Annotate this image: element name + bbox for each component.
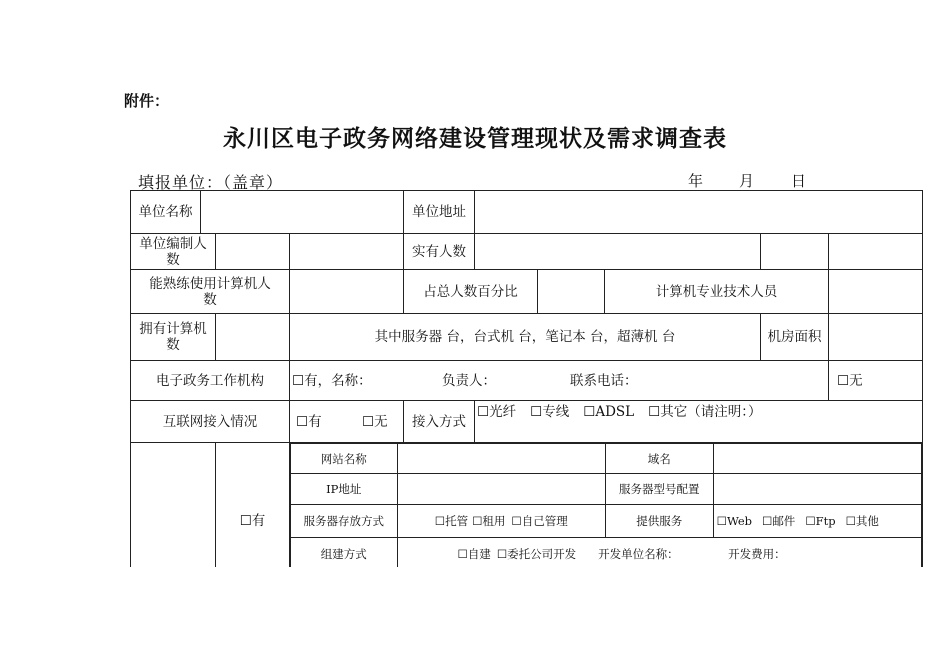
actual-count-field[interactable] bbox=[475, 234, 761, 270]
egov-owner: 负责人： bbox=[442, 372, 496, 389]
checkbox-icon[interactable] bbox=[435, 514, 445, 528]
checkbox-icon[interactable] bbox=[240, 513, 252, 529]
web-option[interactable]: ☐ Web bbox=[717, 514, 752, 528]
filler-unit-label: 填报单位：（盖章） bbox=[138, 173, 284, 192]
website-row-2 bbox=[291, 474, 922, 505]
egov-phone: 联系电话： bbox=[570, 372, 638, 389]
egov-org-label: 电子政务工作机构 bbox=[131, 361, 290, 401]
actual-count-extra2[interactable] bbox=[829, 234, 923, 270]
ip-address-field[interactable] bbox=[397, 474, 605, 505]
website-left-cell bbox=[131, 443, 216, 570]
services-options bbox=[713, 505, 921, 538]
website-row-4 bbox=[291, 538, 922, 570]
percent-total-field[interactable] bbox=[538, 270, 605, 314]
survey-table bbox=[130, 190, 923, 570]
self-manage-option[interactable]: ☐ 自己管理 bbox=[511, 514, 567, 528]
attachment-label: 附件： bbox=[124, 92, 170, 110]
checkbox-icon[interactable] bbox=[362, 414, 374, 430]
unit-name-label: 单位名称 bbox=[131, 191, 201, 234]
access-mode-options bbox=[475, 401, 923, 443]
website-details bbox=[290, 443, 922, 570]
ip-address-label: IP地址 bbox=[291, 474, 398, 505]
checkbox-icon[interactable] bbox=[648, 404, 660, 420]
hosting-option[interactable]: ☐ 托管 bbox=[435, 514, 468, 528]
checkbox-icon[interactable] bbox=[511, 514, 521, 528]
server-model-label: 服务器型号配置 bbox=[605, 474, 713, 505]
egov-no-option[interactable]: ☐ 无 bbox=[829, 361, 923, 401]
site-name-label: 网站名称 bbox=[291, 444, 398, 474]
row-staff bbox=[131, 234, 923, 270]
staff-quota-label: 单位编制人数 bbox=[131, 234, 216, 270]
row-website bbox=[131, 443, 923, 570]
page-bottom-margin bbox=[0, 567, 950, 672]
self-build-option[interactable]: ☐ 自建 bbox=[458, 547, 491, 561]
date-year: 年 bbox=[688, 172, 704, 190]
it-staff-field[interactable] bbox=[829, 270, 923, 314]
dev-unit-label: 开发单位名称： bbox=[598, 546, 679, 561]
egov-org-details bbox=[290, 361, 829, 401]
checkbox-icon[interactable] bbox=[497, 547, 507, 561]
checkbox-icon[interactable] bbox=[717, 514, 727, 528]
egov-yes-option[interactable]: ☐ 有，名称： bbox=[292, 373, 442, 389]
unit-name-field[interactable] bbox=[201, 191, 404, 234]
mail-option[interactable]: ☐ 邮件 bbox=[762, 514, 795, 528]
services-label: 提供服务 bbox=[605, 505, 713, 538]
server-model-field[interactable] bbox=[713, 474, 921, 505]
row-computers bbox=[131, 314, 923, 361]
build-mode-options bbox=[397, 538, 922, 570]
site-name-field[interactable] bbox=[397, 444, 605, 474]
website-row-1 bbox=[291, 444, 922, 474]
checkbox-icon[interactable] bbox=[805, 514, 815, 528]
unit-address-label: 单位地址 bbox=[404, 191, 475, 234]
website-row-3 bbox=[291, 505, 922, 538]
room-area-field[interactable] bbox=[829, 314, 923, 361]
server-location-options bbox=[397, 505, 605, 538]
checkbox-icon[interactable] bbox=[472, 514, 482, 528]
checkbox-icon[interactable] bbox=[477, 404, 489, 420]
rent-option[interactable]: ☐ 租用 bbox=[472, 514, 505, 528]
staff-quota-extra[interactable] bbox=[290, 234, 404, 270]
actual-count-extra[interactable] bbox=[761, 234, 829, 270]
other-service-option[interactable]: ☐ 其他 bbox=[846, 514, 879, 528]
row-skill bbox=[131, 270, 923, 314]
internet-label: 互联网接入情况 bbox=[131, 401, 290, 443]
adsl-option[interactable]: ☐ ADSL bbox=[583, 404, 634, 420]
internet-yes-option[interactable]: ☐ 有 bbox=[296, 414, 362, 430]
percent-total-label: 占总人数百分比 bbox=[404, 270, 538, 314]
website-yes-option[interactable]: ☐ 有 bbox=[216, 443, 290, 570]
date-day: 日 bbox=[791, 172, 807, 190]
computer-breakdown: 其中服务器 台，台式机 台，笔记本 台，超薄机 台 bbox=[290, 314, 761, 361]
staff-quota-field[interactable] bbox=[216, 234, 290, 270]
website-detail-cell bbox=[290, 443, 923, 570]
form-title: 永川区电子政务网络建设管理现状及需求调查表 bbox=[223, 125, 727, 152]
internet-no-option[interactable]: ☐ 无 bbox=[362, 414, 388, 430]
checkbox-icon[interactable] bbox=[292, 373, 304, 389]
row-internet bbox=[131, 401, 923, 443]
it-staff-label: 计算机专业技术人员 bbox=[605, 270, 829, 314]
fiber-option[interactable]: ☐ 光纤 bbox=[477, 404, 516, 420]
checkbox-icon[interactable] bbox=[762, 514, 772, 528]
date-month: 月 bbox=[739, 172, 755, 190]
domain-field[interactable] bbox=[713, 444, 921, 474]
computer-count-label: 拥有计算机数 bbox=[131, 314, 216, 361]
skilled-users-label: 能熟练使用计算机人数 bbox=[131, 270, 290, 314]
checkbox-icon[interactable] bbox=[837, 373, 849, 389]
room-area-label: 机房面积 bbox=[761, 314, 829, 361]
internet-options bbox=[290, 401, 404, 443]
checkbox-icon[interactable] bbox=[530, 404, 542, 420]
dev-cost-label: 开发费用： bbox=[728, 546, 786, 561]
other-option[interactable]: ☐ 其它（请注明：） bbox=[648, 404, 761, 420]
checkbox-icon[interactable] bbox=[458, 547, 468, 561]
server-location-label: 服务器存放方式 bbox=[291, 505, 398, 538]
row-unit bbox=[131, 191, 923, 234]
outsource-option[interactable]: ☐ 委托公司开发 bbox=[497, 547, 576, 561]
build-mode-label: 组建方式 bbox=[291, 538, 398, 570]
skilled-users-field[interactable] bbox=[290, 270, 404, 314]
row-egov bbox=[131, 361, 923, 401]
checkbox-icon[interactable] bbox=[846, 514, 856, 528]
leased-line-option[interactable]: ☐ 专线 bbox=[530, 404, 569, 420]
computer-count-field[interactable] bbox=[216, 314, 290, 361]
checkbox-icon[interactable] bbox=[296, 414, 308, 430]
unit-address-field[interactable] bbox=[475, 191, 923, 234]
actual-count-label: 实有人数 bbox=[404, 234, 475, 270]
domain-label: 域名 bbox=[605, 444, 713, 474]
ftp-option[interactable]: ☐ Ftp bbox=[805, 514, 835, 528]
access-mode-label: 接入方式 bbox=[404, 401, 475, 443]
checkbox-icon[interactable] bbox=[583, 404, 595, 420]
